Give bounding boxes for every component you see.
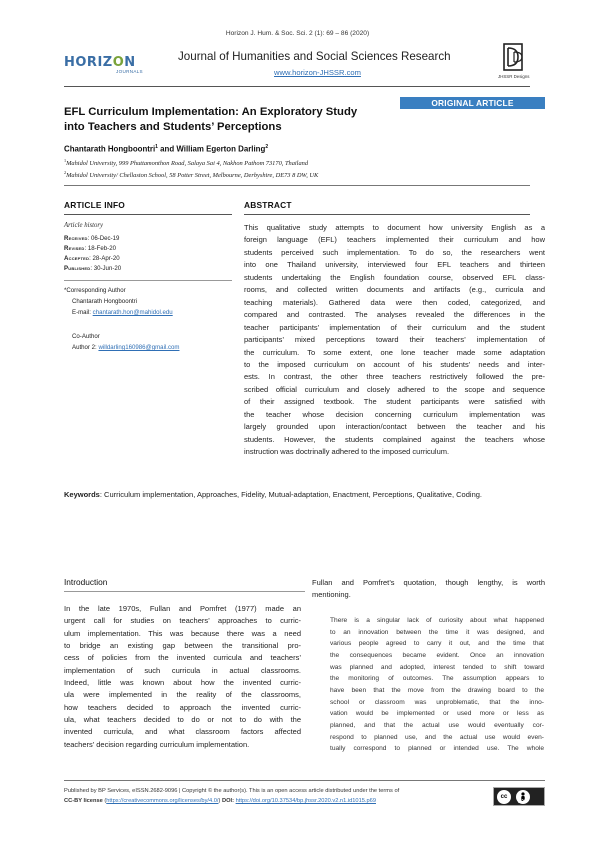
doi-link[interactable]: https://doi.org/10.37534/bp.jhssr.2020.v2.n1.id1015.p69 <box>235 798 376 804</box>
affiliation-1-sup: 1 <box>64 158 67 163</box>
author-2-sup: 2 <box>265 144 269 150</box>
abstract-line: students undertaking the English foundation course, observed EFL class- <box>244 272 545 282</box>
footer-paren-close: ) <box>218 798 222 804</box>
accepted-label: Accepted <box>64 255 90 262</box>
quote-line: have been that the move from the drawing board to the <box>330 686 544 694</box>
author-list <box>64 144 268 154</box>
corresponding-author-label: *Corresponding Author <box>64 287 126 294</box>
footer-line-1: Published by BP Services, eISSN.2682-9096 | Copyright © the author(s). This is an open access article distributed under the terms of <box>64 788 400 794</box>
abstract-rule <box>244 214 530 215</box>
received-value: : 06-Dec-19 <box>87 235 120 242</box>
article-history-label: Article history <box>64 222 104 229</box>
abstract-line: into one Thailand university, interviewed four EFL teachers and thirteen <box>244 260 545 270</box>
coauthor-email <box>72 344 179 351</box>
cc-icon: cc <box>497 790 511 804</box>
journal-badge-icon <box>500 42 530 78</box>
intro-left-line: In the late 1970s, Fullan and Pomfret (1977) made an <box>64 604 301 613</box>
quote-line: the consequences became evident. Once an innovation <box>330 651 544 659</box>
footer-license <box>64 786 489 806</box>
article-type-badge: ORIGINAL ARTICLE <box>400 97 545 109</box>
author-1-sup: 1 <box>155 144 158 150</box>
intro-left-line: ulum implementation. This was because there was a need <box>64 628 301 638</box>
block-quote <box>330 615 544 755</box>
revised-label: Revised <box>64 245 85 252</box>
quote-line: respond to planned use, and the actual use would even- <box>330 733 544 741</box>
footer-paren-open: ( <box>102 798 107 804</box>
author2-label: Author 2: <box>72 344 99 351</box>
horizon-logo <box>64 56 152 80</box>
received-label: Received <box>64 235 88 242</box>
coauthor-email-link[interactable]: willdarling160986@gmail.com <box>98 344 180 351</box>
history-divider <box>64 280 232 281</box>
intro-left-line: cess of policies from the invented curricula and teachers’ <box>64 653 301 663</box>
intro-left-line: Indeed, little was known about how the invented curric- <box>64 678 301 688</box>
footer-line-2 <box>64 796 489 806</box>
keywords <box>64 489 545 502</box>
intro-left-line: implementation of such curricula in actual classrooms. <box>64 665 301 675</box>
quote-line: vation would be implemented or used more or less as <box>330 710 544 718</box>
published-date <box>64 265 121 272</box>
introduction-heading: Introduction <box>64 577 108 587</box>
corresponding-email <box>72 309 173 316</box>
abstract-line: teaching materials). Gathered data were then coded, categorized, and <box>244 297 545 307</box>
quote-line: the monitoring of outcomes. The assumption appears to <box>330 675 544 683</box>
intro-left-line: how teachers decided to approach the invented curric- <box>64 702 301 712</box>
abstract-body <box>244 222 545 459</box>
cc-by-license-badge[interactable] <box>493 787 545 806</box>
affiliation-1 <box>64 158 308 167</box>
introduction-right-column <box>312 577 545 602</box>
abstract-line: compared and contrasted. The analyses revealed the differences in the <box>244 310 545 320</box>
corresponding-email-link[interactable]: chantarath.hon@mahidol.edu <box>92 309 173 316</box>
abstract-line: the teacher whose decision concerning curriculum implementation was <box>244 409 545 419</box>
abstract-line: scribed official curriculum and closely adhered to the scope and sequence <box>244 384 545 394</box>
intro-left-line: urgent call for studies on teachers’ approaches to curric- <box>64 616 301 626</box>
journal-url-link[interactable]: www.horizon-JHSSR.com <box>274 68 361 77</box>
abstract-line: students. However, the students complained against the teachers whose <box>244 434 545 444</box>
affiliation-2-sup: 2 <box>64 170 67 175</box>
affiliation-1-text: Mahidol University, 999 Phuttamonthon Road, Salaya Sai 4, Nakhon Pathom 73170, Thailand <box>66 160 309 168</box>
logo-text-b: N <box>124 55 136 70</box>
introduction-left-column <box>64 603 301 751</box>
intro-left-line: to bridge an existing gap between the transitional pro- <box>64 641 301 651</box>
revised-value: : 18-Feb-20 <box>84 245 116 252</box>
quote-line: various people agreed to carry it out, and the time that <box>330 640 544 648</box>
license-url-link[interactable]: https://creativecommons.org/licenses/by/4.0/ <box>106 798 219 804</box>
by-label: BY <box>518 799 526 805</box>
quote-line: school or classroom was unproblematic, that the inno- <box>330 698 544 706</box>
quote-line: to an innovation between the time it was designed, and <box>330 628 544 636</box>
quote-line: was planned and adopted, interest tended to shift toward <box>330 663 544 671</box>
accepted-date <box>64 255 120 262</box>
logo-text-o: O <box>112 55 125 70</box>
paper-title-line-2: into Teachers and Students’ Perceptions <box>64 120 282 133</box>
intro-left-line: invented curricula, and what classroom factors affected <box>64 727 301 737</box>
badge-caption: JHSSR Designs <box>498 74 530 79</box>
journal-title: Journal of Humanities and Social Sciences Research <box>178 50 451 63</box>
received-date <box>64 235 119 242</box>
accepted-value: : 28-Apr-20 <box>89 255 120 262</box>
corresponding-author-name: Chantarath Hongboontri <box>72 298 138 305</box>
logo-text-a: HORIZ <box>64 55 113 70</box>
abstract-line: participants’ mixed perceptions toward their teachers’ implementation of <box>244 335 545 345</box>
paper-title-line-1: EFL Curriculum Implementation: An Exploratory Study <box>64 106 358 118</box>
abstract-line: foreign language (EFL) teachers implemented their curriculum and how <box>244 235 545 245</box>
header-divider <box>64 86 530 87</box>
coauthor-label: Co-Author <box>72 333 100 340</box>
abstract-line: instruction was doctrinally adhered to the imposed curriculum. <box>244 447 450 457</box>
affiliation-2-text: Mahidol University/ Chellaston School, 58 Potter Street, Melbourne, Derbyshire, DE73 8 DW, UK <box>66 172 319 180</box>
published-label: Published <box>64 265 91 272</box>
quote-line: tually correspond to planned or intended use. The whole <box>330 745 544 753</box>
footer-doi-label: DOI: <box>221 798 234 804</box>
abstract-line: the curriculum. To some extent, one lone teacher made some adaptation <box>244 347 545 357</box>
article-info-rule <box>64 214 232 215</box>
abstract-line: rooms, and collected written documents and artifacts (e.g., curricula and <box>244 285 545 295</box>
author-1: Chantarath Hongboontri <box>64 144 156 154</box>
intro-left-line: ula were implemented in the reality of the classrooms, <box>64 690 301 700</box>
abstract-line: This qualitative study attempts to document how university English as a <box>244 223 545 232</box>
abstract-heading: ABSTRACT <box>244 200 292 210</box>
paper-title <box>64 105 394 134</box>
footer-divider <box>64 780 545 781</box>
abstract-line: of their assigned textbook. The student participants were satisfied with <box>244 397 545 407</box>
intro-right-line: Fullan and Pomfret’s quotation, though lengthy, is worth <box>312 578 545 587</box>
affiliation-divider <box>64 185 530 186</box>
author-and: and <box>157 144 177 154</box>
email-label: E-mail: <box>72 309 93 316</box>
abstract-line: students perceived such implementation. To do so, the researchers went <box>244 247 545 257</box>
abstract-line: ests. In contrast, the other three teachers restrictively followed the pre- <box>244 372 545 382</box>
abstract-line: to the imposed curriculum on account of his students’ needs and inter- <box>244 359 545 369</box>
affiliation-2 <box>64 170 318 179</box>
introduction-rule <box>64 591 305 592</box>
quote-line: planned, and that the actual use would eventually cor- <box>330 721 544 729</box>
abstract-line: teacher participants’ implementation of their curriculum and the student <box>244 322 545 332</box>
abstract-line: largely grounded upon interaction/contact between the teacher and his <box>244 422 545 432</box>
article-info-heading: ARTICLE INFO <box>64 200 126 210</box>
keywords-text: : Curriculum implementation, Approaches, Fidelity, Mutual-adaptation, Enactment, Perceptions, Qualitative, Coding. <box>99 490 482 499</box>
intro-right-line: mentioning. <box>312 590 351 600</box>
footer-license-label: CC-BY license <box>64 798 103 804</box>
author-2: William Egerton Darling <box>176 144 266 154</box>
intro-left-line: teachers’ decision regarding curriculum implementation. <box>64 739 250 749</box>
logo-subtext: JOURNALS <box>116 69 143 74</box>
journal-citation: Horizon J. Hum. & Soc. Sci. 2 (1): 69 – 86 (2020) <box>225 30 370 37</box>
published-value: : 30-Jun-20 <box>90 265 122 272</box>
keywords-label: Keywords <box>64 490 100 499</box>
quote-line: There is a singular lack of curiosity about what happened <box>330 617 544 624</box>
intro-left-line: ula, what teachers decided to do or not to do with the <box>64 715 301 725</box>
revised-date <box>64 245 116 252</box>
